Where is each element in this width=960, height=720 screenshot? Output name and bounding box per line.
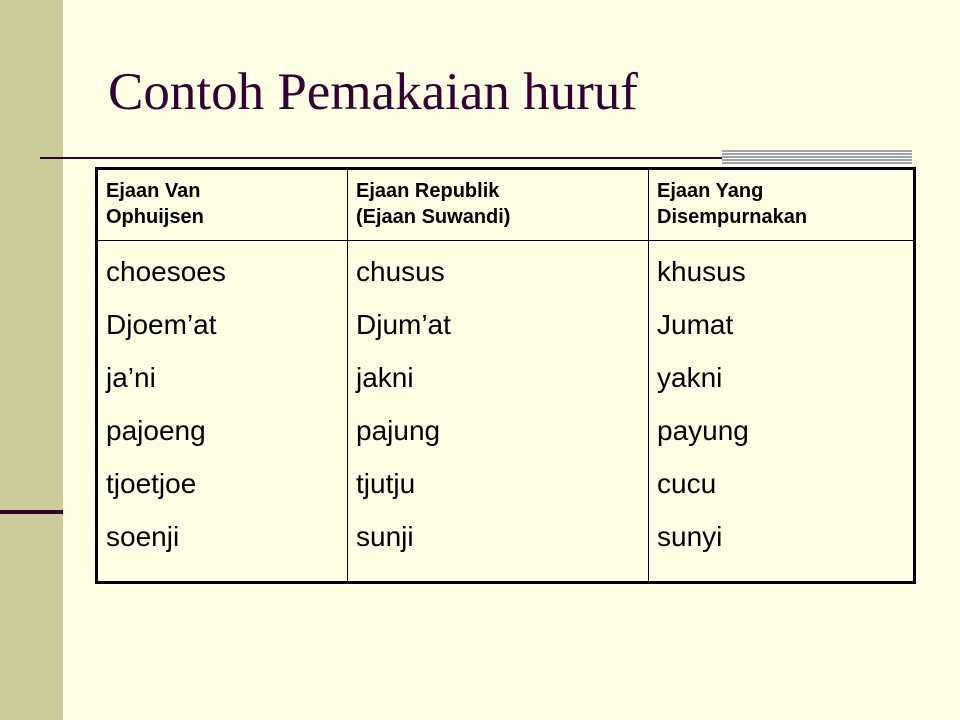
- column-yang-disempurnakan-words: [649, 241, 915, 583]
- column-van-ophuijsen-words: [97, 241, 348, 583]
- header-van-ophuijsen: [97, 169, 348, 241]
- word: Djoem’at: [106, 309, 217, 340]
- word: soenji: [106, 521, 180, 552]
- word: jakni: [356, 362, 414, 393]
- column-republik-words: [348, 241, 649, 583]
- header-line: Disempurnakan: [657, 206, 808, 228]
- slide-title: Contoh Pemakaian huruf: [108, 63, 638, 121]
- word: ja’ni: [106, 362, 156, 393]
- word: payung: [657, 415, 749, 446]
- word: pajung: [356, 415, 441, 446]
- header-line: Ophuijsen: [106, 206, 204, 228]
- word: yakni: [657, 362, 723, 393]
- header-line: (Ejaan Suwandi): [356, 206, 511, 228]
- table-row: [97, 241, 915, 583]
- header-republik: [348, 169, 649, 241]
- header-line: Ejaan Yang: [657, 180, 764, 202]
- header-line: Ejaan Van: [106, 180, 201, 202]
- side-accent-line: [0, 510, 63, 514]
- word: sunji: [356, 521, 414, 552]
- header-yang-disempurnakan: [649, 169, 915, 241]
- word: khusus: [657, 256, 746, 287]
- side-bar-decoration: [0, 0, 63, 720]
- word: cucu: [657, 468, 717, 499]
- spelling-comparison-table: [95, 167, 916, 584]
- word: pajoeng: [106, 415, 206, 446]
- word: choesoes: [106, 256, 226, 287]
- word: tjoetjoe: [106, 468, 197, 499]
- word: tjutju: [356, 468, 416, 499]
- word: Djum’at: [356, 309, 451, 340]
- word: sunyi: [657, 521, 723, 552]
- gray-accent-bar: [722, 150, 912, 165]
- header-line: Ejaan Republik: [356, 180, 500, 202]
- table-header-row: [97, 169, 915, 241]
- title-underline: [40, 157, 722, 159]
- word: chusus: [356, 256, 445, 287]
- word: Jumat: [657, 309, 734, 340]
